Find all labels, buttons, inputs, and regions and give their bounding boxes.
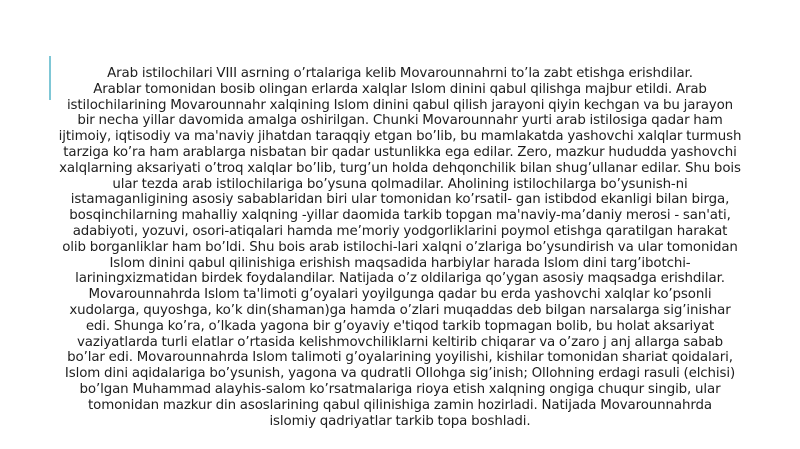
text-line: xalqlarning aksariyati o’troq xalqlar bo’lib, turg’un holda dehqonchilik bilan shug’ullanar edilar. Shu bois	[59, 160, 741, 176]
body-text	[40, 66, 760, 429]
text-line: bo’lar edi. Movarounnahrda Islom talimoti g’oyalarining yoyilishi, kishilar tomonidan shariat qoidalari,	[67, 350, 733, 366]
text-line: tomonidan mazkur din asoslarining qabul qilinishiga zamin hozirladi. Natijada Movarounnahrda	[88, 397, 712, 413]
text-line: lariningxizmatidan birdek foydalandilar. Natijada o’z oldilariga qo’ygan asosiy maqsadga erishdilar.	[75, 271, 725, 287]
text-line: tarziga ko’ra ham arablarga nisbatan bir qadar ustunlikka ega edilar. Zero, mazkur hududda yashovchi	[63, 144, 737, 160]
text-line: xudolarga, quyoshga, ko’k din(shaman)ga hamda o’zlari muqaddas deb bilgan narsalarga sig’inishar	[69, 302, 731, 318]
text-line: ijtimoiy, iqtisodiy va ma'naviy jihatdan taraqqiy etgan bo’lib, bu mamlakatda yashovchi xalqlar turmush	[58, 129, 742, 145]
text-line: islomiy qadriyatlar tarkib topa boshladi.	[269, 413, 531, 429]
text-line: istilochilarining Movarounnahr xalqining Islom dinini qabul qilish jarayoni qiyin kechgan va bu jarayon	[66, 97, 734, 113]
text-line: bir necha yillar davomida amalga oshirilgan. Chunki Movarounnahr yurti arab istilosiga qadar ham	[77, 113, 723, 129]
text-line: edi. Shunga ko’ra, o’lkada yagona bir g’oyaviy e'tiqod tarkib topmagan bolib, bu holat aksariyat	[85, 318, 715, 334]
text-line: ular tezda arab istilochilariga bo’ysuna qolmadilar. Aholining istilochilarga bo’ysunish-ni	[112, 176, 688, 192]
text-line: olib borganliklar ham bo’ldi. Shu bois arab istilochi-lari xalqni o’zlariga bo’ysundirish va ular tomonidan	[62, 239, 738, 255]
text-line: Arablar tomonidan bosib olingan erlarda xalqlar Islom dinini qabul qilishga majbur etildi. Arab	[93, 81, 707, 97]
text-line: Islom dini aqidalariga bo’ysunish, yagona va qudratli Ollohga sig’inish; Ollohning erdagi rasuli (elchisi)	[64, 366, 736, 382]
text-line: vaziyatlarda turli elatlar o’rtasida kelishmovchiliklarni keltirib chiqarar va o’zaro j anj allarga sabab	[76, 334, 724, 350]
text-line: Islom dinini qabul qilinishiga erishish maqsadida harbiylar harada Islom dini targ’ibotchi-	[109, 255, 691, 271]
text-line: bosqinchilarning mahalliy xalqning -yillar daomida tarkib topgan ma'naviy-ma’daniy merosi - san'ati,	[69, 208, 731, 224]
text-line: Arab istilochilari VIII asrning o’rtalariga kelib Movarounnahrni to’la zabt etishga erishdilar.	[107, 66, 693, 81]
text-line: adabiyoti, yozuvi, osori-atiqalari hamda me’moriy yodgorliklarini poymol etishga qaratilgan harakat	[72, 223, 728, 239]
text-line: Movarounnahrda Islom ta'limoti g’oyalari yoyilgunga qadar bu erda yashovchi xalqlar ko’psonli	[88, 287, 712, 303]
text-line: istamaganligining asosiy sabablaridan biri ular tomonidan ko’rsatil- gan istibdod ekanligi bilan birga,	[70, 192, 730, 208]
text-line: bo’lgan Muhammad alayhis-salom ko’rsatmalariga rioya etish xalqning ongiga chuqur singib, ular	[79, 381, 721, 397]
